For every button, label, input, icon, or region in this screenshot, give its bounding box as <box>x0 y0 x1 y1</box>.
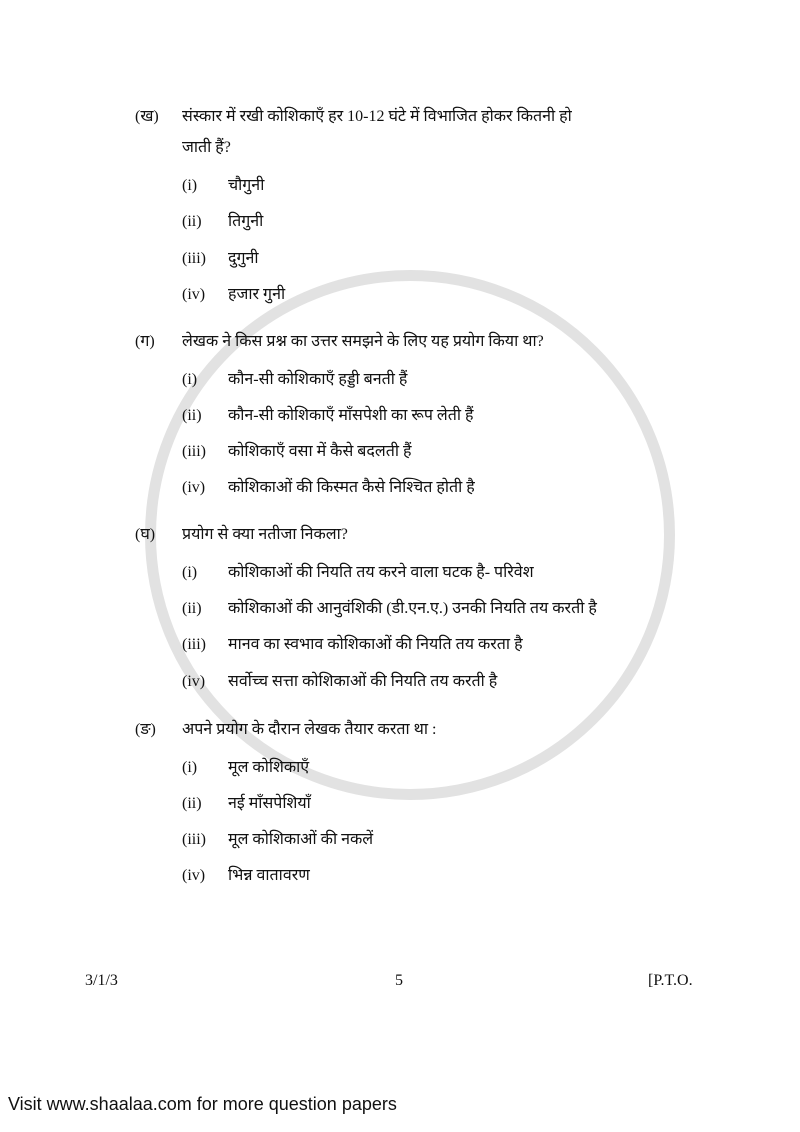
option-text: मूल कोशिकाएँ <box>228 759 310 776</box>
page-number: 5 <box>395 972 403 989</box>
pto-label: [P.T.O. <box>648 972 693 989</box>
option-number: (ii) <box>182 213 202 230</box>
option-text: नई माँसपेशियाँ <box>228 795 311 812</box>
option-text: दुगुनी <box>228 250 259 267</box>
question-text: प्रयोग से क्या नतीजा निकला? <box>182 526 348 543</box>
option-number: (ii) <box>182 795 202 812</box>
option-number: (iv) <box>182 673 206 690</box>
option-text: कोशिकाओं की नियति तय करने वाला घटक है- परिवेश <box>228 564 534 581</box>
option-text: कौन-सी कोशिकाएँ माँसपेशी का रूप लेती हैं <box>228 407 474 424</box>
option-text: कोशिकाओं की आनुवंशिकी (डी.एन.ए.) उनकी नियति तय करती है <box>228 600 597 617</box>
option-text: कोशिकाओं की किस्मत कैसे निश्चित होती है <box>228 479 475 496</box>
option-number: (iii) <box>182 250 206 267</box>
option-number: (iii) <box>182 636 206 653</box>
option-number: (ii) <box>182 407 202 424</box>
question-label: (ग) <box>135 333 155 350</box>
option-text: मूल कोशिकाओं की नकलें <box>228 831 374 848</box>
option-number: (i) <box>182 177 198 194</box>
option-number: (i) <box>182 564 198 581</box>
question-text: अपने प्रयोग के दौरान लेखक तैयार करता था : <box>182 721 437 738</box>
visit-banner: Visit www.shaalaa.com for more question papers <box>8 1094 397 1114</box>
option-text: भिन्न वातावरण <box>228 867 310 884</box>
option-text: मानव का स्वभाव कोशिकाओं की नियति तय करता है <box>228 636 523 653</box>
option-number: (iv) <box>182 479 206 496</box>
option-number: (i) <box>182 371 198 388</box>
option-text: सर्वोच्च सत्ता कोशिकाओं की नियति तय करती है <box>228 673 498 690</box>
option-number: (iv) <box>182 867 206 884</box>
option-number: (iv) <box>182 286 206 303</box>
option-number: (ii) <box>182 600 202 617</box>
option-text: कौन-सी कोशिकाएँ हड्डी बनती हैं <box>228 371 408 388</box>
option-text: हजार गुनी <box>228 286 286 303</box>
paper-code: 3/1/3 <box>85 972 118 989</box>
question-label: (ङ) <box>135 721 156 738</box>
question-text: जाती हैं? <box>182 139 231 156</box>
option-number: (iii) <box>182 831 206 848</box>
option-number: (i) <box>182 759 198 776</box>
question-label: (ख) <box>135 108 159 125</box>
question-text: संस्कार में रखी कोशिकाएँ हर 10-12 घंटे में विभाजित होकर कितनी हो <box>182 108 572 125</box>
question-text: लेखक ने किस प्रश्न का उत्तर समझने के लिए यह प्रयोग किया था? <box>182 333 544 350</box>
option-text: तिगुनी <box>228 213 264 230</box>
question-label: (घ) <box>135 526 156 543</box>
option-text: कोशिकाएँ वसा में कैसे बदलती हैं <box>228 443 412 460</box>
option-number: (iii) <box>182 443 206 460</box>
option-text: चौगुनी <box>228 177 265 194</box>
